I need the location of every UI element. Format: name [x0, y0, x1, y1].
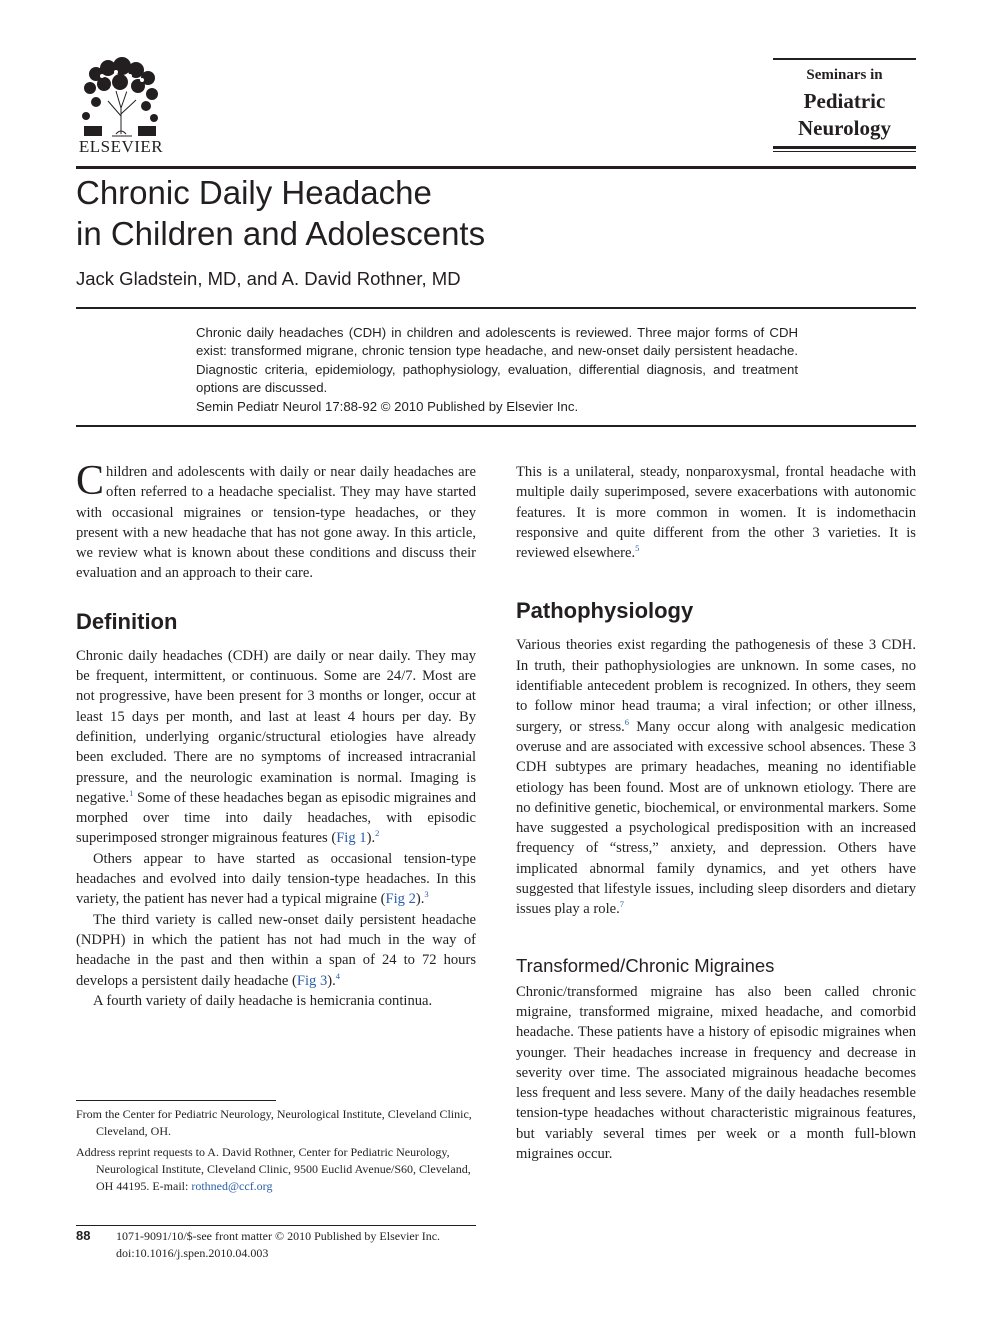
- journal-rule-bottom-thick: [773, 146, 916, 149]
- footnote-reprint: [76, 1144, 476, 1195]
- journal-name-box: [773, 58, 916, 154]
- definition-paragraph-1: [76, 646, 476, 849]
- section-heading-pathophysiology: Pathophysiology: [516, 598, 694, 624]
- authors-rule: [76, 307, 916, 309]
- definition-paragraph-2: [76, 849, 476, 910]
- footnote-rule: [76, 1100, 276, 1101]
- email-link[interactable]: rothned@ccf.org: [191, 1179, 273, 1193]
- definition-p1-cont: Some of these headaches began as episodic migraines and morphed over time into daily headaches, with episodic superimposed stronger migrainous features (: [76, 789, 476, 847]
- definition-p2-text: Others appear to have started as occasional tension-type headaches and evolved into daily tension-type headaches. In this variety, the patient has never had a typical migraine (: [76, 850, 476, 908]
- definition-paragraph-4: A fourth variety of daily headache is hemicrania continua.: [93, 992, 433, 1009]
- author-list: Jack Gladstein, MD, and A. David Rothner, MD: [76, 268, 461, 289]
- transformed-migraines-paragraph: Chronic/transformed migraine has also been called chronic migraine, transformed migraine, mixed headache, and comorbid headache. These patients have a history of episodic migraines when younger. Their headaches increase in frequency and decrease in severity over time. The associated migrainous headache becomes less frequent and less severe. Many of the daily headaches resemble tension-type headaches without characteristic migrainous features, but variably several times per week or a month full-blown migraines occur.: [516, 983, 916, 1163]
- doi-line: doi:10.1016/j.spen.2010.04.003: [116, 1246, 269, 1260]
- definition-p3-end: ).: [327, 972, 336, 989]
- reference-link-5[interactable]: 5: [635, 543, 640, 554]
- abstract-citation: Semin Pediatr Neurol 17:88-92 © 2010 Published by Elsevier Inc.: [196, 398, 579, 414]
- subsection-heading-transformed-migraines: Transformed/Chronic Migraines: [516, 954, 775, 976]
- definition-p3-text: The third variety is called new-onset daily persistent headache (NDPH) in which the patient has not had much in the way of headache in the past and then within a span of 24 to 72 hours develops a persistent daily headache (: [76, 911, 476, 989]
- abstract-rule: [76, 425, 916, 427]
- issn-line: 1071-9091/10/$-see front matter © 2010 Published by Elsevier Inc.: [116, 1229, 441, 1243]
- figure-link-2[interactable]: Fig 2: [385, 891, 416, 908]
- front-matter: [116, 1228, 440, 1262]
- hemicrania-text: This is a unilateral, steady, nonparoxysmal, frontal headache with multiple daily superimposed, severe exacerbations with autonomic features. It is more common in women. It is indomethacin responsive and quite different from the other 3 varieties. It is reviewed elsewhere.: [516, 464, 916, 562]
- publisher-logo-text: ELSEVIER: [78, 137, 164, 156]
- definition-p1-end: ).: [366, 830, 376, 847]
- hemicrania-paragraph: [516, 462, 916, 563]
- journal-rule-top: [773, 58, 916, 60]
- figure-link-1[interactable]: Fig 1: [336, 830, 367, 847]
- journal-rule-bottom-thin: [773, 151, 916, 152]
- reference-link-3[interactable]: 3: [424, 889, 429, 900]
- abstract-text: Chronic daily headaches (CDH) in children and adolescents is reviewed. Three major forms of CDH exist: transformed migrane, chronic tension type headache, and new-onset daily persistent headache. Diagnostic criteria, epidemiology, pathophysiology, evaluation, differential diagnosis, and treatment options are discussed.: [196, 325, 798, 396]
- journal-name-line2: Pediatric: [803, 89, 886, 113]
- footnote-affiliation: From the Center for Pediatric Neurology, Neurological Institute, Cleveland Clinic, Cleveland, OH.: [76, 1107, 472, 1138]
- reference-link-2[interactable]: 2: [375, 828, 380, 839]
- pathophysiology-paragraph: [516, 635, 916, 919]
- abstract: [196, 324, 798, 416]
- footnotes: [76, 1106, 476, 1195]
- section-heading-definition: Definition: [76, 608, 178, 634]
- figure-link-3[interactable]: Fig 3: [296, 972, 328, 989]
- right-column: [516, 462, 916, 1164]
- reference-link-4[interactable]: 4: [335, 970, 341, 981]
- drop-cap: C: [76, 458, 105, 504]
- reference-link-6[interactable]: 6: [624, 716, 630, 727]
- article-title: [76, 172, 485, 254]
- pathophysiology-text-2: Many occur along with analgesic medication overuse and are associated with excessive school absences. These 3 CDH subtypes are primary headaches, meaning no identifiable etiology has been found. Most are of unknown etiology. There are no definitive genetic, biochemical, or environmental markers. Some have suggested a psychological predisposition with an increased frequency of “stress,” anxiety, and depression. Others have implicated abnormal family dynamics, and yet others have suggested that lifestyle issues, including sleep disorders and dietary issues play a role.: [516, 718, 916, 918]
- definition-p1-text: Chronic daily headaches (CDH) are daily or near daily. They may be frequent, intermittent, or continuous. Some are 24/7. Most are not progressive, have been present for 3 months or longer, occur at least 15 days per month, and last at least 4 hours per day. By definition, underlying organic/structural etiologies have already been excluded. There are no symptoms of increased intracranial pressure, and the neurologic examination is normal. Imaging is negative.: [76, 647, 476, 806]
- footnote-reprint-text: Address reprint requests to A. David Rothner, Center for Pediatric Neurology, Neurological Institute, Cleveland Clinic, 9500 Euclid Avenue/S60, Cleveland, OH 44195. E-mail:: [76, 1145, 471, 1193]
- intro-paragraph: [76, 458, 476, 584]
- intro-text: hildren and adolescents with daily or near daily headaches are often referred to a headache specialist. They may have started with occasional migraines or tension-type headaches, or they present with a new headache that has not gone away. In this article, we review what is known about these conditions and discuss their evaluation and an approach to their care.: [76, 464, 476, 582]
- header-rule: [76, 166, 916, 169]
- reference-link-1[interactable]: 1: [129, 788, 134, 798]
- title-line-2: in Children and Adolescents: [76, 215, 486, 252]
- left-column: [76, 458, 476, 1011]
- journal-name-line3: Neurology: [798, 116, 891, 140]
- footer-rule: [76, 1225, 476, 1226]
- definition-p2-end: ).: [415, 891, 425, 908]
- journal-name-line1: Seminars in: [806, 67, 883, 83]
- page-number: 88: [76, 1228, 91, 1243]
- title-line-1: Chronic Daily Headache: [76, 174, 432, 211]
- definition-paragraph-3: [76, 910, 476, 991]
- pathophysiology-text-1: Various theories exist regarding the pathogenesis of these 3 CDH. In truth, their pathophysiologies are unknown. In some cases, no identifiable antecedent problem is recognized. In others, they seem to follow minor head trauma; a viral infection; or other illness, surgery, or stress.: [516, 637, 916, 735]
- reference-link-7[interactable]: 7: [619, 899, 625, 910]
